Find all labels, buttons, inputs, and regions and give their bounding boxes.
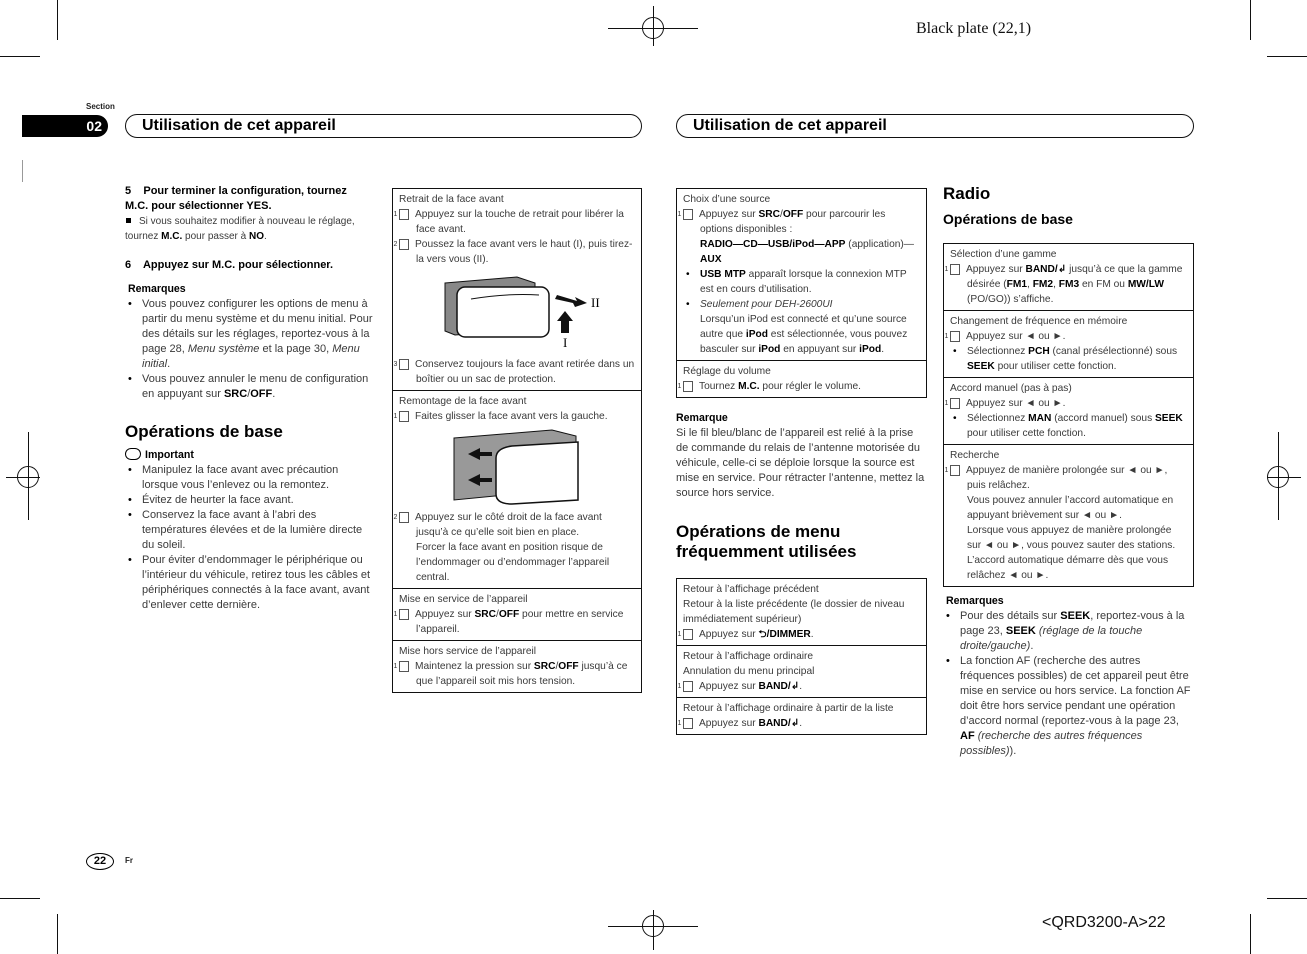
manual-cell: [944, 378, 1193, 445]
section-heading-radio: Radio: [943, 184, 991, 203]
face-removal-illustration: [427, 271, 607, 353]
volume-title: Réglage du volume: [683, 366, 771, 377]
source-note: • Seulement pour DEH-2600UI Lorsqu’un iPod est connecté et qu’une source autre que iPod est sélectionnée, vous pouvez basculer sur iPod en appuyant sur iPod.: [683, 297, 920, 357]
step: 1 Appuyez sur ◄ ou ►.: [944, 331, 1066, 342]
language-label: Fr: [125, 856, 133, 865]
seek-title: Recherche: [950, 450, 1000, 461]
remark-item: • La fonction AF (recherche des autres fréquences possibles) de cet appareil peut être mise en service ou hors service. La fonction AF doit être hors service pendant une opération d’accord normal (reportez-vous à la page 23, AF (recherche des autres fréquences possibles)).: [943, 654, 1195, 759]
margin-rule: [22, 160, 23, 182]
manual-notes: [950, 411, 1187, 441]
page-number-badge: 22: [86, 853, 114, 870]
important-list: [125, 463, 373, 613]
step-number-icon: 2: [399, 512, 409, 523]
source-notes: [683, 267, 920, 357]
source-note: • USB MTP apparaît lorsque la connexion MTP est en cours d’utilisation.: [683, 267, 920, 297]
registration-circle-icon: [642, 17, 664, 39]
manual-note: • Sélectionnez MAN (accord manuel) sous SEEK pour utiliser cette fonction.: [950, 411, 1187, 441]
back-arrow-icon: ⮌: [758, 629, 767, 640]
ordinary-title: Retour à l’affichage ordinaire: [683, 651, 814, 662]
crop-mark: [1250, 914, 1251, 954]
preset-title: Changement de fréquence en mémoire: [950, 316, 1128, 327]
step-number-icon: 2: [399, 239, 409, 250]
step-number-icon: 1: [399, 209, 409, 220]
important-item: • Évitez de heurter la face avant.: [125, 493, 373, 508]
important-item: • Pour éviter d’endommager le périphérique ou l’intérieur du véhicule, retirez tous les câbles et périphériques connectés à la face avant, avant d’enlever cette dernière.: [125, 553, 373, 613]
face-panel-box: [392, 188, 642, 693]
arrow-label-ii: II: [591, 295, 600, 310]
remark-item: • Vous pouvez configurer les options de menu à partir du menu système et du menu initial. Pour des détails sur les réglages, reportez-vous à la page 28, Menu système et la page 30, Menu initial.: [125, 297, 373, 372]
remarks-title: Remarques: [946, 595, 1004, 607]
section-heading-menu-ops: Opérations de menu fréquemment utilisées: [676, 522, 857, 561]
back-cell: [677, 579, 926, 646]
step-number-icon: 1: [950, 465, 960, 476]
step: 1 Tournez M.C. pour régler le volume.: [677, 381, 861, 392]
remarks-title: Remarques: [128, 283, 186, 295]
removal-cell: [393, 189, 641, 391]
attach-title: Remontage de la face avant: [399, 396, 527, 407]
crop-mark: [57, 914, 58, 954]
preset-notes: [950, 344, 1187, 374]
step-5: [125, 184, 373, 214]
face-attach-illustration: [452, 428, 582, 506]
step-number-icon: 1: [399, 609, 409, 620]
step-5-note: Si vous souhaitez modifier à nouveau le réglage, tournez M.C. pour passer à NO.: [125, 216, 355, 242]
crop-mark: [57, 0, 58, 40]
important-item: • Conservez la face avant à l’abri des températures élevées et de la lumière directe du soleil.: [125, 508, 373, 553]
step: 1 Appuyez sur SRC/OFF pour parcourir les options disponibles :: [677, 209, 886, 235]
section-banner-right: Utilisation de cet appareil: [676, 114, 1194, 138]
crop-mark: [0, 56, 40, 57]
source-chain: RADIO—CD—USB/iPod—APP (application)—AUX: [700, 239, 914, 265]
remark-text: Si le fil bleu/blanc de l’appareil est relié à la prise de commande du relais de l’antenne motorisée du véhicule, celle-ci se déploie lorsque la source est mise en service. Pour rétracter l’antenne, mettez la source hors service.: [676, 427, 925, 499]
registration-circle-icon: [1267, 466, 1289, 488]
radio-ops-box: [943, 243, 1194, 587]
band-cell: [944, 244, 1193, 311]
source-volume-box: [676, 188, 927, 398]
preset-cell: [944, 311, 1193, 378]
step: 1 Appuyez sur BAND/↲.: [677, 718, 803, 729]
plate-label: Black plate (22,1): [916, 20, 1032, 37]
step-number-icon: 1: [683, 209, 693, 220]
step: 3 Conservez toujours la face avant retirée dans un boîtier ou un sac de protection.: [393, 359, 635, 385]
seek-note: Vous pouvez annuler l’accord automatique en appuyant brièvement sur ◄ ou ►.: [967, 495, 1174, 521]
square-bullet-icon: [126, 218, 131, 223]
back-subtitle: Retour à la liste précédente (le dossier de niveau immédiatement supérieur): [683, 599, 905, 625]
attach-cell: [393, 391, 641, 589]
document-code: <QRD3200-A>22: [1042, 914, 1166, 931]
remark-item: • Pour des détails sur SEEK, reportez-vous à la page 23, SEEK (réglage de la touche droite/gauche).: [943, 609, 1195, 654]
section-banner-left: Utilisation de cet appareil: [125, 114, 642, 138]
remark-item: • Vous pouvez annuler le menu de configuration en appuyant sur SRC/OFF.: [125, 372, 373, 402]
step: 1 Appuyez sur BAND/↲.: [677, 681, 803, 692]
ordinary-cell: [677, 646, 926, 698]
section-number-badge: 02: [22, 115, 108, 137]
crop-mark: [1267, 898, 1307, 899]
return-icon: ↲: [1057, 264, 1067, 275]
subheading-basic-ops: Opérations de base: [943, 211, 1073, 227]
section-label: Section: [86, 102, 115, 111]
seek-cell: [944, 445, 1193, 586]
step-6: [125, 258, 373, 273]
ordinary-subtitle: Annulation du menu principal: [683, 666, 815, 677]
step-number-icon: 1: [683, 629, 693, 640]
step: 1 Appuyez sur la touche de retrait pour libérer la face avant.: [393, 209, 624, 235]
crop-mark: [1250, 0, 1251, 40]
step: 1 Appuyez sur SRC/OFF pour mettre en service l’appareil.: [393, 609, 624, 635]
registration-circle-icon: [642, 915, 664, 937]
step: 2 Appuyez sur le côté droit de la face avant jusqu’à ce qu’elle soit bien en place.: [393, 512, 602, 538]
step-number-icon: 1: [950, 264, 960, 275]
step-number: 6: [125, 259, 132, 271]
list-return-title: Retour à l’affichage ordinaire à partir de la liste: [683, 703, 894, 714]
step: 1 Appuyez de manière prolongée sur ◄ ou ►, puis relâchez.: [944, 465, 1168, 491]
step: 1 Appuyez sur ⮌/DIMMER.: [677, 629, 814, 640]
step: 1 Appuyez sur ◄ ou ►.: [944, 398, 1066, 409]
power-off-cell: [393, 641, 641, 692]
important-label: Important: [125, 448, 373, 463]
manual-title: Accord manuel (pas à pas): [950, 383, 1072, 394]
step: 1 Appuyez sur BAND/↲ jusqu’à ce que la gamme désirée (FM1, FM2, FM3 en FM ou MW/LW (PO/GO)) s’affiche.: [944, 264, 1183, 305]
power-off-title: Mise hors service de l’appareil: [399, 646, 537, 657]
important-icon: [125, 448, 141, 460]
crop-mark: [1267, 56, 1307, 57]
column-4-remarks: [943, 594, 1195, 759]
step: 2 Poussez la face avant vers le haut (I), puis tirez-la vers vous (II).: [393, 239, 633, 265]
step-note: Forcer la face avant en position risque de l’endommager ou d’endommager l’appareil central.: [416, 542, 610, 583]
remarks-list: [943, 609, 1195, 759]
preset-note: • Sélectionnez PCH (canal présélectionné) sous SEEK pour utiliser cette fonction.: [950, 344, 1187, 374]
return-icon: ↲: [790, 681, 800, 692]
list-return-cell: [677, 698, 926, 734]
band-title: Sélection d’une gamme: [950, 249, 1057, 260]
column-1: [125, 184, 373, 613]
step-number-icon: 1: [683, 681, 693, 692]
back-title: Retour à l’affichage précédent: [683, 584, 819, 595]
remark-title: Remarque: [676, 412, 728, 424]
menu-ops-box: [676, 578, 927, 735]
arrow-label-i: I: [563, 335, 568, 350]
step-text: Appuyez sur M.C. pour sélectionner.: [142, 259, 334, 271]
step-number-icon: 1: [950, 398, 960, 409]
step-number-icon: 1: [683, 381, 693, 392]
column-4-head: [943, 184, 1193, 227]
remarks-list: [125, 297, 373, 402]
important-item: • Manipulez la face avant avec précaution lorsque vous l’enlevez ou la remontez.: [125, 463, 373, 493]
section-heading-basic-ops: Opérations de base: [125, 422, 283, 441]
seek-note: Lorsque vous appuyez de manière prolongée sur ◄ ou ►, vous pouvez sauter des stations. L’accord automatique démarre dès que vous relâchez ◄ ou ►.: [967, 525, 1176, 581]
step-number-icon: 1: [950, 331, 960, 342]
crop-mark: [0, 898, 40, 899]
step: 1 Maintenez la pression sur SRC/OFF jusqu’à ce que l’appareil soit mis hors tension.: [393, 661, 628, 687]
return-icon: ↲: [790, 718, 800, 729]
source-cell: [677, 189, 926, 361]
step-number-icon: 3: [399, 359, 409, 370]
power-on-title: Mise en service de l’appareil: [399, 594, 528, 605]
source-title: Choix d’une source: [683, 194, 771, 205]
step-number: 5: [125, 185, 132, 197]
volume-cell: [677, 361, 926, 397]
registration-circle-icon: [17, 466, 39, 488]
step-text: Pour terminer la configuration, tournez M.C. pour sélectionner YES.: [125, 185, 347, 212]
step-number-icon: 1: [399, 661, 409, 672]
removal-title: Retrait de la face avant: [399, 194, 504, 205]
step-number-icon: 1: [683, 718, 693, 729]
column-3-text: [676, 411, 928, 562]
step-number-icon: 1: [399, 411, 409, 422]
step: 1 Faites glisser la face avant vers la gauche.: [393, 411, 608, 422]
power-on-cell: [393, 589, 641, 641]
